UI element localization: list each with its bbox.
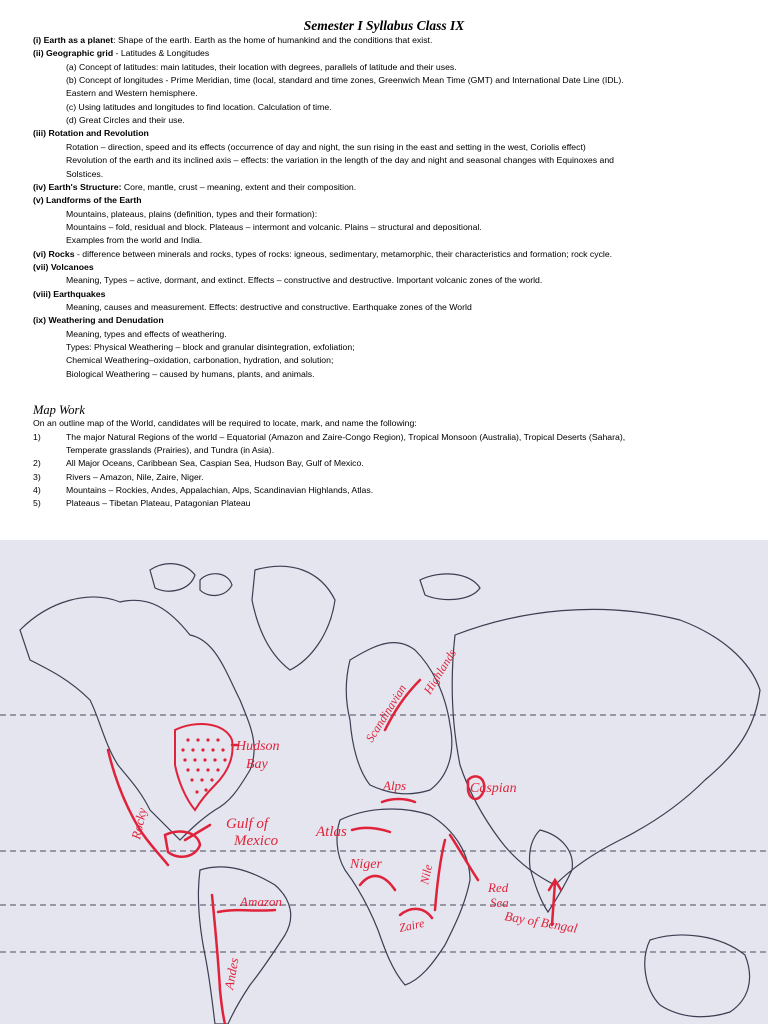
- label-nile: Nile: [417, 863, 436, 886]
- map-work-item: All Major Oceans, Caribbean Sea, Caspian Sea, Hudson Bay, Gulf of Mexico.: [66, 458, 364, 469]
- syllabus-line: (b) Concept of longitudes - Prime Meridian, time (local, standard and time zones, Greenwich Mean Time (GMT) and International Date Line (IDL).: [66, 75, 624, 86]
- map-work-intro: On an outline map of the World, candidates will be required to locate, mark, and name the following:: [33, 418, 417, 428]
- map-work-item-number: 5): [33, 498, 41, 508]
- north-america-outline: [20, 597, 254, 840]
- syllabus-line: (c) Using latitudes and longitudes to find location. Calculation of time.: [66, 101, 332, 112]
- label-andes: Andes: [221, 956, 242, 991]
- section-heading: (viii) Earthquakes: [33, 288, 106, 299]
- label-atlas: Atlas: [316, 824, 347, 840]
- andes-line: [212, 895, 225, 1024]
- amazon-river-line: [218, 910, 275, 912]
- section-heading-line: [33, 128, 149, 139]
- world-map-drawing: [0, 540, 768, 1024]
- atlas-line: [352, 828, 390, 832]
- label-alps: Alps: [383, 778, 407, 793]
- section-heading-line: [33, 48, 209, 59]
- red-sea-line: [450, 835, 478, 880]
- hudson-bay-marking: [175, 724, 233, 810]
- syllabus-line: Examples from the world and India.: [66, 235, 203, 246]
- syllabus-line: Chemical Weathering–oxidation, carbonation, hydration, and solution;: [66, 355, 334, 366]
- section-heading-line: [33, 315, 164, 326]
- map-work-item-number: 2): [33, 458, 41, 469]
- label-amazon: Amazon: [240, 894, 282, 909]
- section-heading-text: - Latitudes & Longitudes: [113, 48, 210, 59]
- syllabus-line: Solstices.: [66, 168, 104, 179]
- asia-outline: [452, 609, 760, 885]
- section-heading: (iv) Earth's Structure:: [33, 181, 122, 192]
- syllabus-line: Eastern and Western hemisphere.: [66, 88, 198, 99]
- label-niger: Niger: [350, 857, 382, 872]
- south-america-outline: [198, 867, 290, 1024]
- section-heading-line: [33, 195, 142, 206]
- syllabus-line: Types: Physical Weathering – block and granular disintegration, exfoliation;: [66, 342, 355, 353]
- section-heading: (ii) Geographic grid: [33, 48, 114, 59]
- syllabus-line: Mountains, plateaus, plains (definition, types and their formation):: [66, 208, 318, 219]
- niger-river-line: [360, 876, 395, 890]
- greenland-outline: [252, 566, 335, 670]
- latitude-lines: [0, 715, 768, 952]
- syllabus-line: Meaning, types and effects of weathering.: [66, 328, 227, 339]
- label-sea: Sea: [490, 895, 509, 910]
- map-work-item-number: 4): [33, 484, 41, 495]
- label-scandinavian: Scandinavian: [362, 681, 410, 745]
- label-hudson: Hudson: [236, 739, 280, 754]
- map-work-item: The major Natural Regions of the world – Equatorial (Amazon and Zaire-Congo Region), Tropical Monsoon (Australia), Tropical Deserts (Sahara),: [66, 432, 626, 442]
- arctic-islands-outline: [150, 564, 480, 600]
- map-work-item: Plateaus – Tibetan Plateau, Patagonian Plateau: [66, 498, 251, 508]
- syllabus-line: Biological Weathering – caused by humans, plants, and animals.: [66, 368, 315, 379]
- syllabus-line: (d) Great Circles and their use.: [66, 115, 185, 126]
- syllabus-line: Mountains – fold, residual and block. Plateaus – intermont and volcanic. Plains – structural and depositional.: [66, 221, 482, 232]
- section-heading: (ix) Weathering and Denudation: [33, 315, 164, 326]
- label-bay-of-bengal: Bay of Bengal: [503, 908, 579, 936]
- map-work-item: Rivers – Amazon, Nile, Zaire, Niger.: [66, 471, 204, 482]
- label-caspian: Caspian: [470, 781, 517, 796]
- continent-outlines: [20, 564, 760, 1024]
- document-title: Semester I Syllabus Class IX: [303, 18, 465, 33]
- map-labels: [128, 646, 579, 991]
- india-outline: [529, 830, 572, 912]
- section-heading-line: [33, 262, 94, 273]
- syllabus-line: Meaning, causes and measurement. Effects: destructive and constructive. Earthquake zones of the World: [66, 302, 472, 312]
- australia-outline: [645, 935, 750, 1017]
- section-heading-line: [33, 289, 105, 300]
- section-heading-line: [33, 35, 432, 46]
- map-work-item: Temperate grasslands (Prairies), and Tundra (in Asia).: [66, 445, 275, 456]
- label-rocky: Rocky: [128, 806, 150, 841]
- section-heading-text: Core, mantle, crust – meaning, extent and their composition.: [121, 181, 357, 192]
- label-red: Red: [488, 880, 509, 895]
- map-work-item-number: 1): [33, 432, 41, 442]
- section-heading: (i) Earth as a planet: [33, 35, 114, 45]
- section-heading-line: [33, 249, 612, 260]
- section-heading: (v) Landforms of the Earth: [33, 195, 142, 206]
- alps-line: [382, 799, 415, 802]
- map-work-heading: Map Work: [33, 403, 85, 417]
- section-heading: (vi) Rocks: [33, 248, 75, 259]
- label-bay: Bay: [246, 757, 268, 772]
- map-work-item: Mountains – Rockies, Andes, Appalachian, Alps, Scandinavian Highlands, Atlas.: [66, 484, 374, 495]
- label-highlands: Highlands: [420, 646, 460, 697]
- syllabus-line: Meaning, Types – active, dormant, and extinct. Effects – constructive and destructive. Important volcanic zones of the world.: [66, 275, 543, 286]
- world-map-photo: [0, 540, 768, 1024]
- label-gulf-of: Gulf of: [226, 816, 269, 832]
- section-heading: (vii) Volcanoes: [33, 261, 94, 272]
- syllabus-line: Rotation – direction, speed and its effects (occurrence of day and night, the sun rising in the east and setting in the west, Coriolis effect): [66, 141, 586, 152]
- section-heading: (iii) Rotation and Revolution: [33, 128, 149, 139]
- section-heading-line: [33, 182, 356, 193]
- label-zaire: Zaire: [397, 915, 426, 935]
- section-heading-text: : Shape of the earth. Earth as the home of humankind and the conditions that exist.: [113, 35, 433, 45]
- section-heading-text: - difference between minerals and rocks, types of rocks: igneous, sedimentary, metamorphic, their characteristics and formation; rock cycle.: [74, 248, 613, 259]
- syllabus-line: Revolution of the earth and its inclined axis – effects: the variation in the length of the day and night and seasonal changes with Equinoxes and: [66, 155, 614, 166]
- syllabus-line: (a) Concept of latitudes: main latitudes, their location with degrees, parallels of latitude and their uses.: [66, 61, 457, 72]
- map-work-item-number: 3): [33, 471, 41, 482]
- label-mexico: Mexico: [234, 833, 279, 849]
